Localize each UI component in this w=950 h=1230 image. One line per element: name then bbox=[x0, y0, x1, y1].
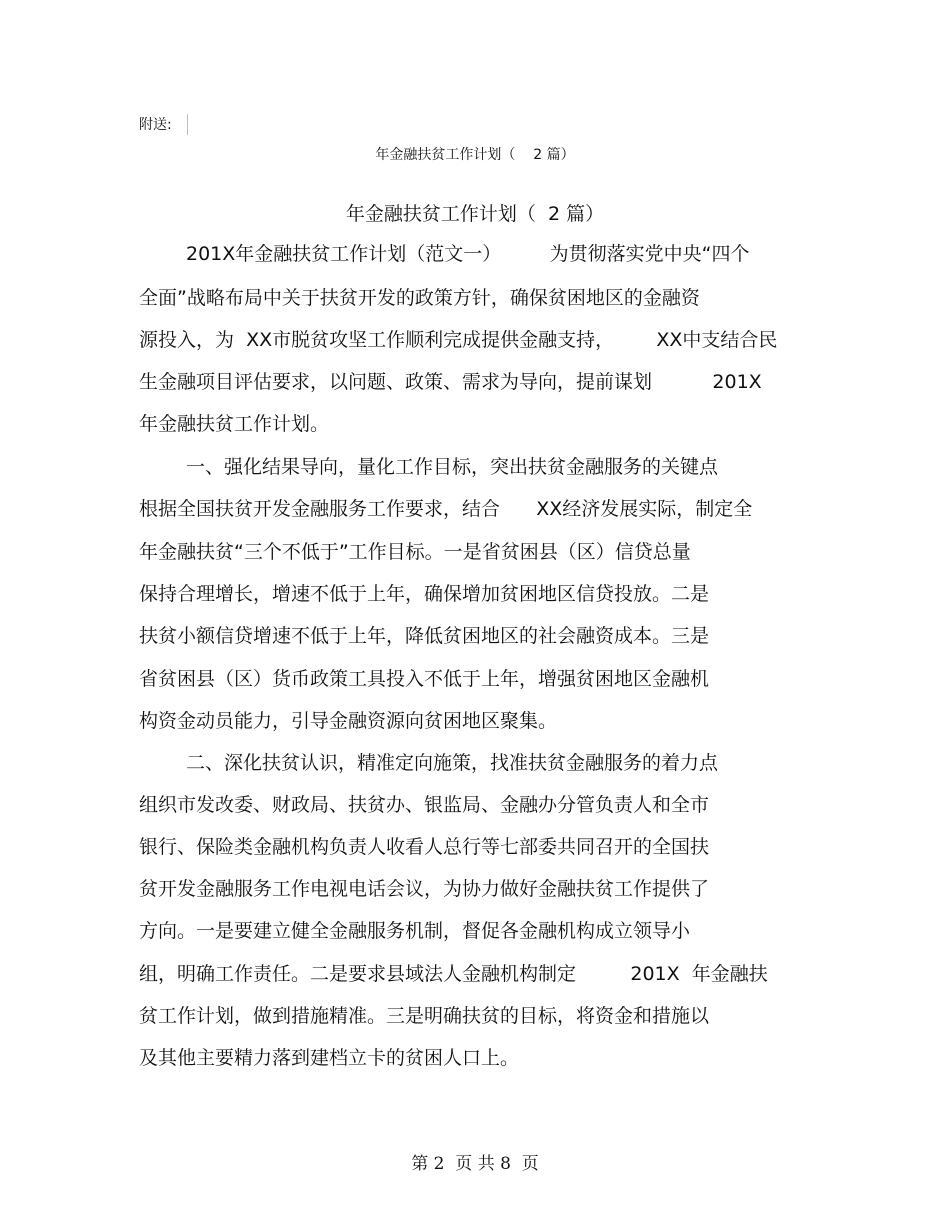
paragraph-line: 贫工作计划，做到措施精准。三是明确扶贫的目标，将资金和措施以 bbox=[139, 1005, 710, 1027]
paragraph-line: 扶贫小额信贷增速不低于上年，降低贫困地区的社会融资成本。三是 bbox=[139, 625, 710, 647]
paragraph-line: 组织市发改委、财政局、扶贫办、银监局、金融办分管负责人和全市 bbox=[139, 794, 710, 816]
section-heading: 一、强化结果导向，量化工作目标，突出扶贫金融服务的关键点 bbox=[186, 456, 719, 478]
paragraph-line: 年金融扶贫工作计划。 bbox=[139, 413, 330, 435]
header-title: 年金融扶贫工作计划（ 2 篇） bbox=[375, 147, 575, 163]
paragraph-line: 全面”战略布局中关于扶贫开发的政策方针，确保贫困地区的金融资 bbox=[139, 287, 700, 309]
paragraph-line: 银行、保险类金融机构负责人收看人总行等七部委共同召开的全国扶 bbox=[139, 836, 710, 858]
attachment-label: 附送: bbox=[139, 117, 172, 133]
paragraph-line: 构资金动员能力，引导金融资源向贫困地区聚集。 bbox=[139, 710, 558, 732]
paragraph-line: 及其他主要精力落到建档立卡的贫困人口上。 bbox=[139, 1047, 520, 1069]
paragraph-line: 201X年金融扶贫工作计划（范文一） 为贯彻落实党中央“四个 bbox=[186, 243, 750, 265]
text-cursor-divider bbox=[187, 114, 188, 135]
paragraph-line: 组，明确工作责任。二是要求县域法人金融机构制定 201X 年金融扶 bbox=[139, 963, 768, 985]
page-indicator: 第 2 页 共 8 页 bbox=[411, 1154, 539, 1174]
paragraph-line: 生金融项目评估要求，以问题、政策、需求为导向，提前谋划 201X bbox=[139, 371, 762, 393]
paragraph-line: 根据全国扶贫开发金融服务工作要求，结合 XX经济发展实际，制定全 bbox=[139, 498, 753, 520]
paragraph-line: 方向。一是要建立健全金融服务机制，督促各金融机构成立领导小 bbox=[139, 920, 691, 942]
paragraph-line: 保持合理增长，增速不低于上年，确保增加贫困地区信贷投放。二是 bbox=[139, 583, 710, 605]
document-title: 年金融扶贫工作计划（ 2 篇） bbox=[345, 203, 605, 225]
paragraph-line: 源投入，为 XX市脱贫攻坚工作顺利完成提供金融支持， XX中支结合民 bbox=[139, 329, 778, 351]
section-heading: 二、深化扶贫认识，精准定向施策，找准扶贫金融服务的着力点 bbox=[186, 752, 719, 774]
paragraph-line: 省贫困县（区）货币政策工具投入不低于上年，增强贫困地区金融机 bbox=[139, 668, 710, 690]
paragraph-line: 贫开发金融服务工作电视电话会议，为协力做好金融扶贫工作提供了 bbox=[139, 878, 710, 900]
paragraph-line: 年金融扶贫“三个不低于”工作目标。一是省贫困县（区）信贷总量 bbox=[139, 541, 691, 563]
